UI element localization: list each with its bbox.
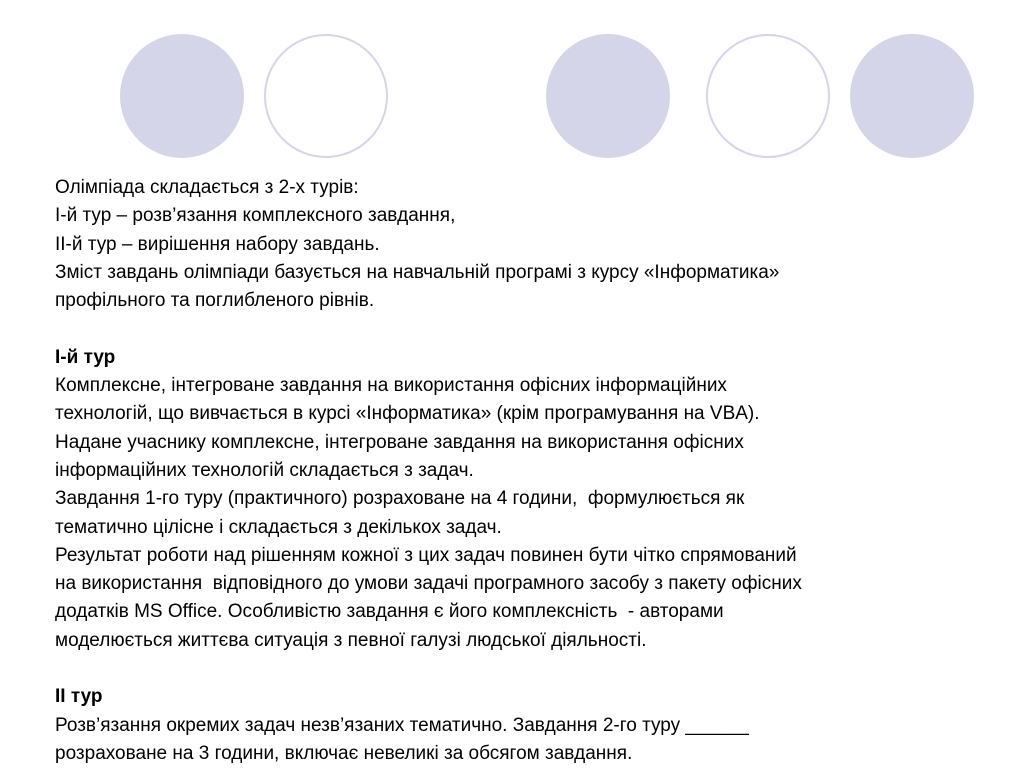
tour1-line: інформаційних технологій складається з задач.	[55, 459, 474, 481]
slide-text-body	[55, 174, 985, 768]
paragraph-spacer	[55, 655, 985, 683]
tour1-section	[55, 344, 985, 655]
tour1-line: Комплексне, інтегроване завдання на використання офісних інформаційних	[55, 375, 727, 397]
tour2-line: розраховане на 3 години, включає невеликі за обсягом завдання.	[55, 742, 633, 764]
intro-section	[55, 174, 985, 315]
tour1-line: моделюється життєва ситуація з певної галузі людської діяльності.	[55, 629, 647, 651]
tour1-line: Результат роботи над рішенням кожної з цих задач повинен бути чітко спрямований	[55, 544, 797, 566]
tour2-heading: ІІ тур	[55, 686, 103, 708]
intro-line: Олімпіада складається з 2-х турів:	[55, 177, 359, 198]
tour2-line: Розв’язання окремих задач незв’язаних тематично. Завдання 2-го туру ______	[55, 714, 749, 736]
intro-line: І-й тур – розв’язання комплексного завдання,	[55, 205, 456, 227]
tour1-line: на використання відповідного до умови задачі програмного засобу з пакету офісних	[55, 573, 802, 595]
tour1-line: технологій, що вивчається в курсі «Інформатика» (крім програмування на VBA).	[55, 403, 760, 425]
tour1-heading: І-й тур	[55, 346, 116, 368]
tour1-line: Надане учаснику комплексне, інтегроване завдання на використання офісних	[55, 431, 744, 453]
outline-circle-decoration	[264, 34, 388, 158]
intro-line: ІІ-й тур – вирішення набору завдань.	[55, 233, 380, 255]
filled-circle-decoration	[546, 34, 670, 158]
tour1-line: додатків MS Office. Особливістю завдання є його комплексність - авторами	[55, 601, 724, 623]
intro-line: Зміст завдань олімпіади базується на навчальній програмі з курсу «Інформатика»	[55, 261, 780, 283]
outline-circle-decoration	[706, 34, 830, 158]
tour2-section	[55, 683, 985, 768]
paragraph-spacer	[55, 315, 985, 343]
intro-line: профільного та поглибленого рівнів.	[55, 290, 375, 312]
tour1-line: тематично цілісне і складається з декількох задач.	[55, 516, 502, 538]
decorative-circles	[0, 0, 1024, 170]
tour1-line: Завдання 1-го туру (практичного) розраховане на 4 години, формулюється як	[55, 488, 745, 510]
filled-circle-decoration	[850, 34, 974, 158]
filled-circle-decoration	[120, 34, 244, 158]
